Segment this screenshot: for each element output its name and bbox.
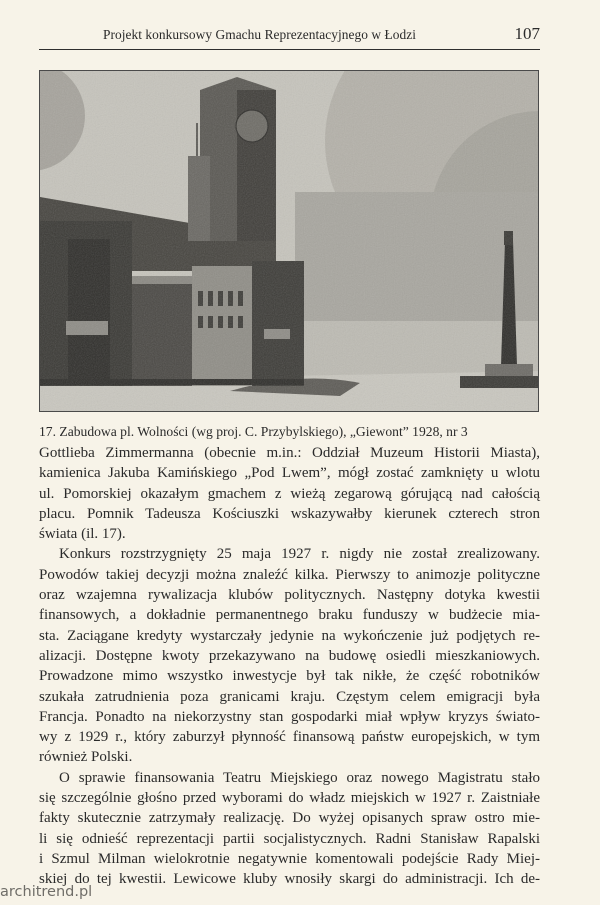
text-line: Francja. Ponadto na niekorzystny stan gospodarki miał wpływ kryzys świato-	[39, 708, 540, 725]
text-line: alizacji. Dostępne kwoty przekazywano na budowę osiedli mieszkaniowych.	[39, 647, 540, 664]
text-line: Prowadzone mimo wszystko inwestycje był tak nikłe, że część robotników	[39, 668, 540, 685]
text-line: również Polski.	[39, 749, 133, 766]
text-line: li się odnieść reprezentacji partii socjalistycznych. Radni Stanisław Rapalski	[39, 830, 540, 847]
body-text	[39, 443, 540, 890]
text-line: wy z 1929 r., który zaburzył płynność finansową państw europejskich, w tym	[39, 729, 540, 746]
text-line: Konkurs rozstrzygnięty 25 maja 1927 r. nigdy nie został zrealizowany.	[59, 546, 540, 563]
text-line: i Szmul Milman wielokrotnie negatywnie komentowali podejście Rady Miej-	[39, 850, 540, 867]
text-line: Gottlieba Zimmermanna (obecnie m.in.: Oddział Muzeum Historii Miasta),	[39, 445, 540, 461]
text-line: sta. Zaciągane kredyty wystarczały jedynie na wykończenie już podjętych re-	[39, 627, 540, 644]
page-number: 107	[514, 24, 540, 43]
print-grain	[40, 71, 539, 412]
figure-caption: 17. Zabudowa pl. Wolności (wg proj. C. Przybylskiego), „Giewont” 1928, nr 3	[39, 424, 468, 439]
illustration-drawing	[40, 71, 539, 412]
running-head	[39, 22, 540, 50]
text-line: szukała zatrudnienia poza granicami kraju. Częstym celem emigracji była	[39, 688, 540, 705]
running-title: Projekt konkursowy Gmachu Reprezentacyjnego w Łodzi	[102, 27, 417, 42]
text-line: świata (il. 17).	[39, 526, 126, 543]
text-line: placu. Pomnik Tadeusza Kościuszki wskazywałby kierunek czterech stron	[39, 505, 540, 522]
text-line: skiej do tej kwestii. Lewicowe kluby wnosiły skargi do administracji. Ich de-	[39, 871, 540, 888]
figure-illustration	[39, 70, 539, 412]
text-line: ul. Pomorskiej okazałym gmachem z wieżą zegarową górującą nad całością	[39, 485, 540, 502]
text-line: oraz wzajemna rywalizacja klubów politycznych. Następny dotyka kwestii	[39, 587, 540, 604]
text-line: fakty skutecznie zatrzymały realizację. Do wyżej opisanych spraw ostro mie-	[39, 810, 540, 827]
text-line: Powodów takiej decyzji można znaleźć kilka. Pierwszy to animozje polityczne	[39, 566, 540, 583]
text-line: kamienica Jakuba Kamińskiego „Pod Lwem”, mógł zostać zamknięty u wlotu	[39, 465, 540, 482]
text-line: O sprawie finansowania Teatru Miejskiego oraz nowego Magistratu stało	[59, 769, 540, 786]
text-line: finansowych, a dokładnie permanentnego braku funduszy w budżecie mia-	[39, 607, 540, 624]
watermark: architrend.pl	[0, 884, 93, 900]
text-line: się szczególnie głośno przed wyborami do władz miejskich w 1927 r. Zaistniałe	[39, 790, 540, 807]
